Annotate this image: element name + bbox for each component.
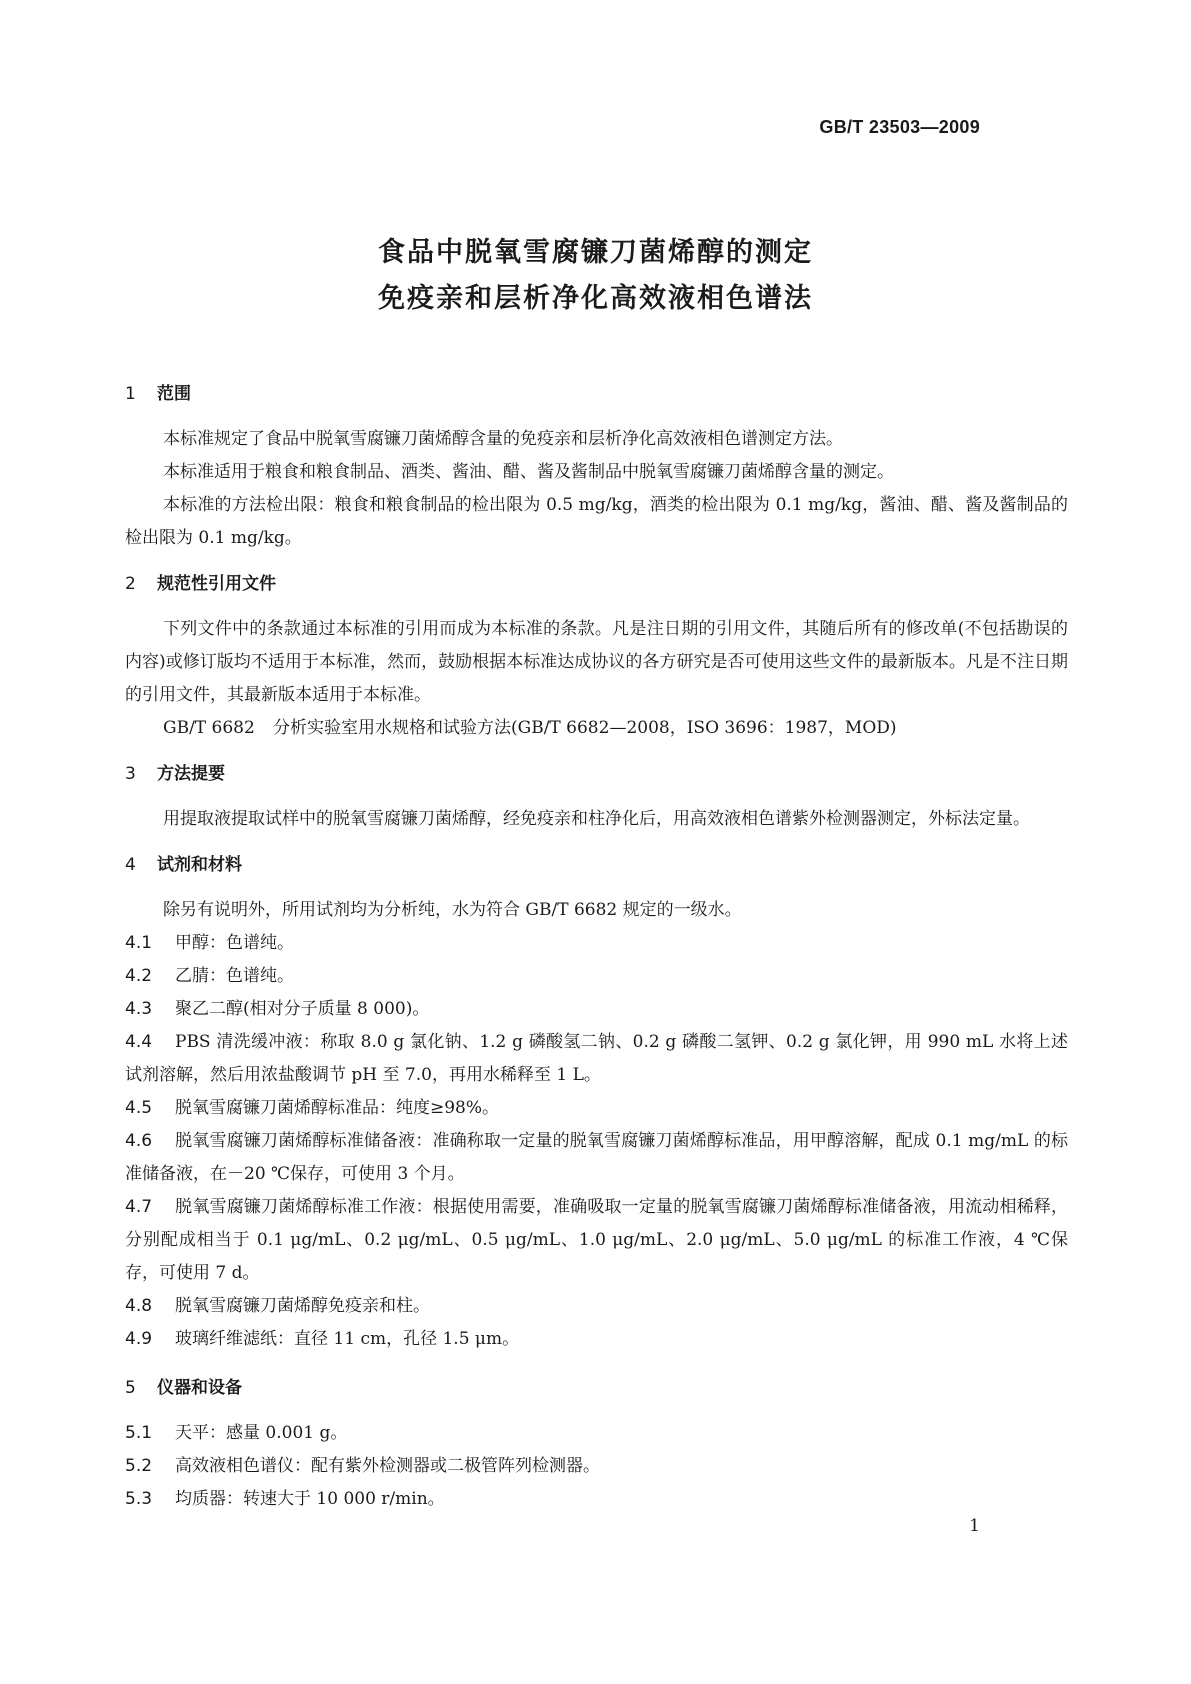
- clause-text: 乙腈：色谱纯。: [175, 966, 294, 986]
- reference-title: 分析实验室用水规格和试验方法(GB/T 6682—2008，ISO 3696：1987，MOD): [273, 718, 897, 738]
- clause: [125, 1191, 1068, 1290]
- section-heading-method-summary: [125, 760, 1068, 788]
- clause-number: 4.8: [125, 1296, 153, 1316]
- document-title-line-1: 食品中脱氧雪腐镰刀菌烯醇的测定: [378, 237, 813, 268]
- clause-text: PBS 清洗缓冲液：称取 8.0 g 氯化钠、1.2 g 磷酸氢二钠、0.2 g 磷酸二氢钾、0.2 g 氯化钾，用 990 mL 水将上述试剂溶解，然后用浓盐酸调节 pH 至 7.0，再用水稀释至 1 L。: [125, 1032, 1068, 1085]
- section-number: 5: [125, 1378, 136, 1398]
- section-title: 方法提要: [157, 764, 225, 784]
- clause-text: 聚乙二醇(相对分子质量 8 000)。: [175, 999, 430, 1019]
- clause-text: 均质器：转速大于 10 000 r/min。: [175, 1489, 445, 1509]
- clause-text: 玻璃纤维滤纸：直径 11 cm，孔径 1.5 μm。: [175, 1329, 520, 1349]
- section-heading-scope: [125, 380, 1068, 408]
- section-number: 2: [125, 574, 136, 594]
- document-title-line-2: 免疫亲和层析净化高效液相色谱法: [378, 283, 813, 314]
- section-number: 3: [125, 764, 136, 784]
- section-number: 1: [125, 384, 136, 404]
- page-number: 1: [969, 1516, 980, 1536]
- clause-text: 脱氧雪腐镰刀菌烯醇标准储备液：准确称取一定量的脱氧雪腐镰刀菌烯醇标准品，用甲醇溶解，配成 0.1 mg/mL 的标准储备液，在－20 ℃保存，可使用 3 个月。: [125, 1131, 1068, 1184]
- reference-entry: [125, 712, 1068, 745]
- clause-number: 4.5: [125, 1098, 153, 1118]
- clause: [125, 927, 1068, 960]
- spacer: [125, 1356, 1068, 1374]
- clause-number: 4.1: [125, 933, 153, 953]
- clause-number: 4.7: [125, 1197, 153, 1217]
- clause: [125, 1323, 1068, 1356]
- clause-text: 甲醇：色谱纯。: [175, 933, 294, 953]
- clause: [125, 1092, 1068, 1125]
- paragraph: 本标准规定了食品中脱氧雪腐镰刀菌烯醇含量的免疫亲和层析净化高效液相色谱测定方法。: [163, 429, 843, 449]
- section-title: 规范性引用文件: [157, 574, 276, 594]
- clause-text: 脱氧雪腐镰刀菌烯醇标准工作液：根据使用需要，准确吸取一定量的脱氧雪腐镰刀菌烯醇标准储备液，用流动相稀释，分别配成相当于 0.1 μg/mL、0.2 μg/mL、0.5 μg/mL、1.0 μg/mL、2.0 μg/mL、5.0 μg/mL 的标准工作液，4 ℃保存，可使用 7 d。: [125, 1197, 1068, 1283]
- clause-text: 天平：感量 0.001 g。: [175, 1423, 348, 1443]
- clause-number: 5.3: [125, 1489, 153, 1509]
- clause-text: 脱氧雪腐镰刀菌烯醇免疫亲和柱。: [175, 1296, 430, 1316]
- clause: [125, 1290, 1068, 1323]
- clause: [125, 1026, 1068, 1092]
- document-body: [125, 380, 1068, 1516]
- clause: [125, 1417, 1068, 1450]
- paragraph: 本标准适用于粮食和粮食制品、酒类、酱油、醋、酱及酱制品中脱氧雪腐镰刀菌烯醇含量的测定。: [163, 462, 894, 482]
- paragraph: 除另有说明外，所用试剂均为分析纯，水为符合 GB/T 6682 规定的一级水。: [163, 900, 742, 920]
- paragraph: 下列文件中的条款通过本标准的引用而成为本标准的条款。凡是注日期的引用文件，其随后所有的修改单(不包括勘误的内容)或修订版均不适用于本标准，然而，鼓励根据本标准达成协议的各方研究是否可使用这些文件的最新版本。凡是不注日期的引用文件，其最新版本适用于本标准。: [125, 619, 1068, 705]
- section-heading-normative-references: [125, 570, 1068, 598]
- section-heading-reagents: [125, 851, 1068, 879]
- clause: [125, 960, 1068, 993]
- clause: [125, 1483, 1068, 1516]
- section-number: 4: [125, 855, 136, 875]
- clause-text: 高效液相色谱仪：配有紫外检测器或二极管阵列检测器。: [175, 1456, 600, 1476]
- clause-number: 4.9: [125, 1329, 153, 1349]
- clause-number: 4.2: [125, 966, 153, 986]
- section-title: 仪器和设备: [157, 1378, 242, 1398]
- clause: [125, 993, 1068, 1026]
- section-title: 试剂和材料: [157, 855, 242, 875]
- reference-code: GB/T 6682: [163, 718, 255, 738]
- clause-number: 4.6: [125, 1131, 153, 1151]
- paragraph: 本标准的方法检出限：粮食和粮食制品的检出限为 0.5 mg/kg，酒类的检出限为 0.1 mg/kg，酱油、醋、酱及酱制品的检出限为 0.1 mg/kg。: [125, 495, 1068, 548]
- standard-code: GB/T 23503—2009: [819, 117, 980, 137]
- section-title: 范围: [157, 384, 191, 404]
- clause: [125, 1125, 1068, 1191]
- paragraph: 用提取液提取试样中的脱氧雪腐镰刀菌烯醇，经免疫亲和柱净化后，用高效液相色谱紫外检测器测定，外标法定量。: [163, 809, 1030, 829]
- clause-number: 5.1: [125, 1423, 153, 1443]
- clause-text: 脱氧雪腐镰刀菌烯醇标准品：纯度≥98%。: [175, 1098, 500, 1118]
- clause-number: 4.3: [125, 999, 153, 1019]
- clause-number: 4.4: [125, 1032, 153, 1052]
- clause-number: 5.2: [125, 1456, 153, 1476]
- clause: [125, 1450, 1068, 1483]
- section-heading-apparatus: [125, 1374, 1068, 1402]
